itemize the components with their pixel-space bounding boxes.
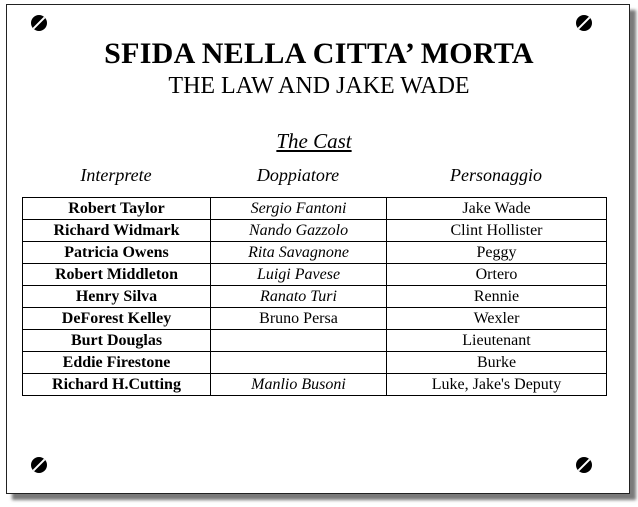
voice-actor-cell (211, 352, 387, 374)
table-row (23, 220, 607, 242)
role-cell: Lieutenant (387, 330, 607, 352)
column-header-actor: Interprete (80, 165, 152, 185)
voice-actor-cell: Manlio Busoni (211, 374, 387, 396)
cast-table-body (23, 198, 607, 396)
table-row (23, 330, 607, 352)
actor-cell: DeForest Kelley (23, 308, 211, 330)
table-row (23, 352, 607, 374)
role-cell: Peggy (387, 242, 607, 264)
cast-table (22, 197, 607, 396)
table-row (23, 286, 607, 308)
actor-cell: Robert Taylor (23, 198, 211, 220)
screw-icon-top-left (31, 15, 47, 31)
table-row (23, 242, 607, 264)
voice-actor-cell (211, 330, 387, 352)
role-cell: Ortero (387, 264, 607, 286)
role-cell: Jake Wade (387, 198, 607, 220)
page-subtitle: THE LAW AND JAKE WADE (168, 73, 470, 99)
actor-cell: Henry Silva (23, 286, 211, 308)
voice-actor-cell: Rita Savagnone (211, 242, 387, 264)
voice-actor-cell: Sergio Fantoni (211, 198, 387, 220)
actor-cell: Richard Widmark (23, 220, 211, 242)
table-row (23, 374, 607, 396)
role-cell: Luke, Jake's Deputy (387, 374, 607, 396)
column-header-voice: Doppiatore (256, 165, 340, 185)
table-row (23, 264, 607, 286)
role-cell: Rennie (387, 286, 607, 308)
voice-actor-cell: Nando Gazzolo (211, 220, 387, 242)
actor-cell: Patricia Owens (23, 242, 211, 264)
role-cell: Burke (387, 352, 607, 374)
voice-actor-cell: Luigi Pavese (211, 264, 387, 286)
role-cell: Clint Hollister (387, 220, 607, 242)
voice-actor-cell: Ranato Turi (211, 286, 387, 308)
page-title: SFIDA NELLA CITTA’ MORTA (104, 37, 534, 70)
actor-cell: Robert Middleton (23, 264, 211, 286)
cast-heading: The Cast (276, 129, 352, 153)
role-cell: Wexler (387, 308, 607, 330)
screw-icon-top-right (576, 15, 592, 31)
table-row (23, 198, 607, 220)
screw-icon-bottom-right (576, 457, 592, 473)
actor-cell: Burt Douglas (23, 330, 211, 352)
table-row (23, 308, 607, 330)
column-header-role: Personaggio (450, 165, 542, 185)
screw-icon-bottom-left (31, 457, 47, 473)
voice-actor-cell: Bruno Persa (211, 308, 387, 330)
actor-cell: Richard H.Cutting (23, 374, 211, 396)
actor-cell: Eddie Firestone (23, 352, 211, 374)
